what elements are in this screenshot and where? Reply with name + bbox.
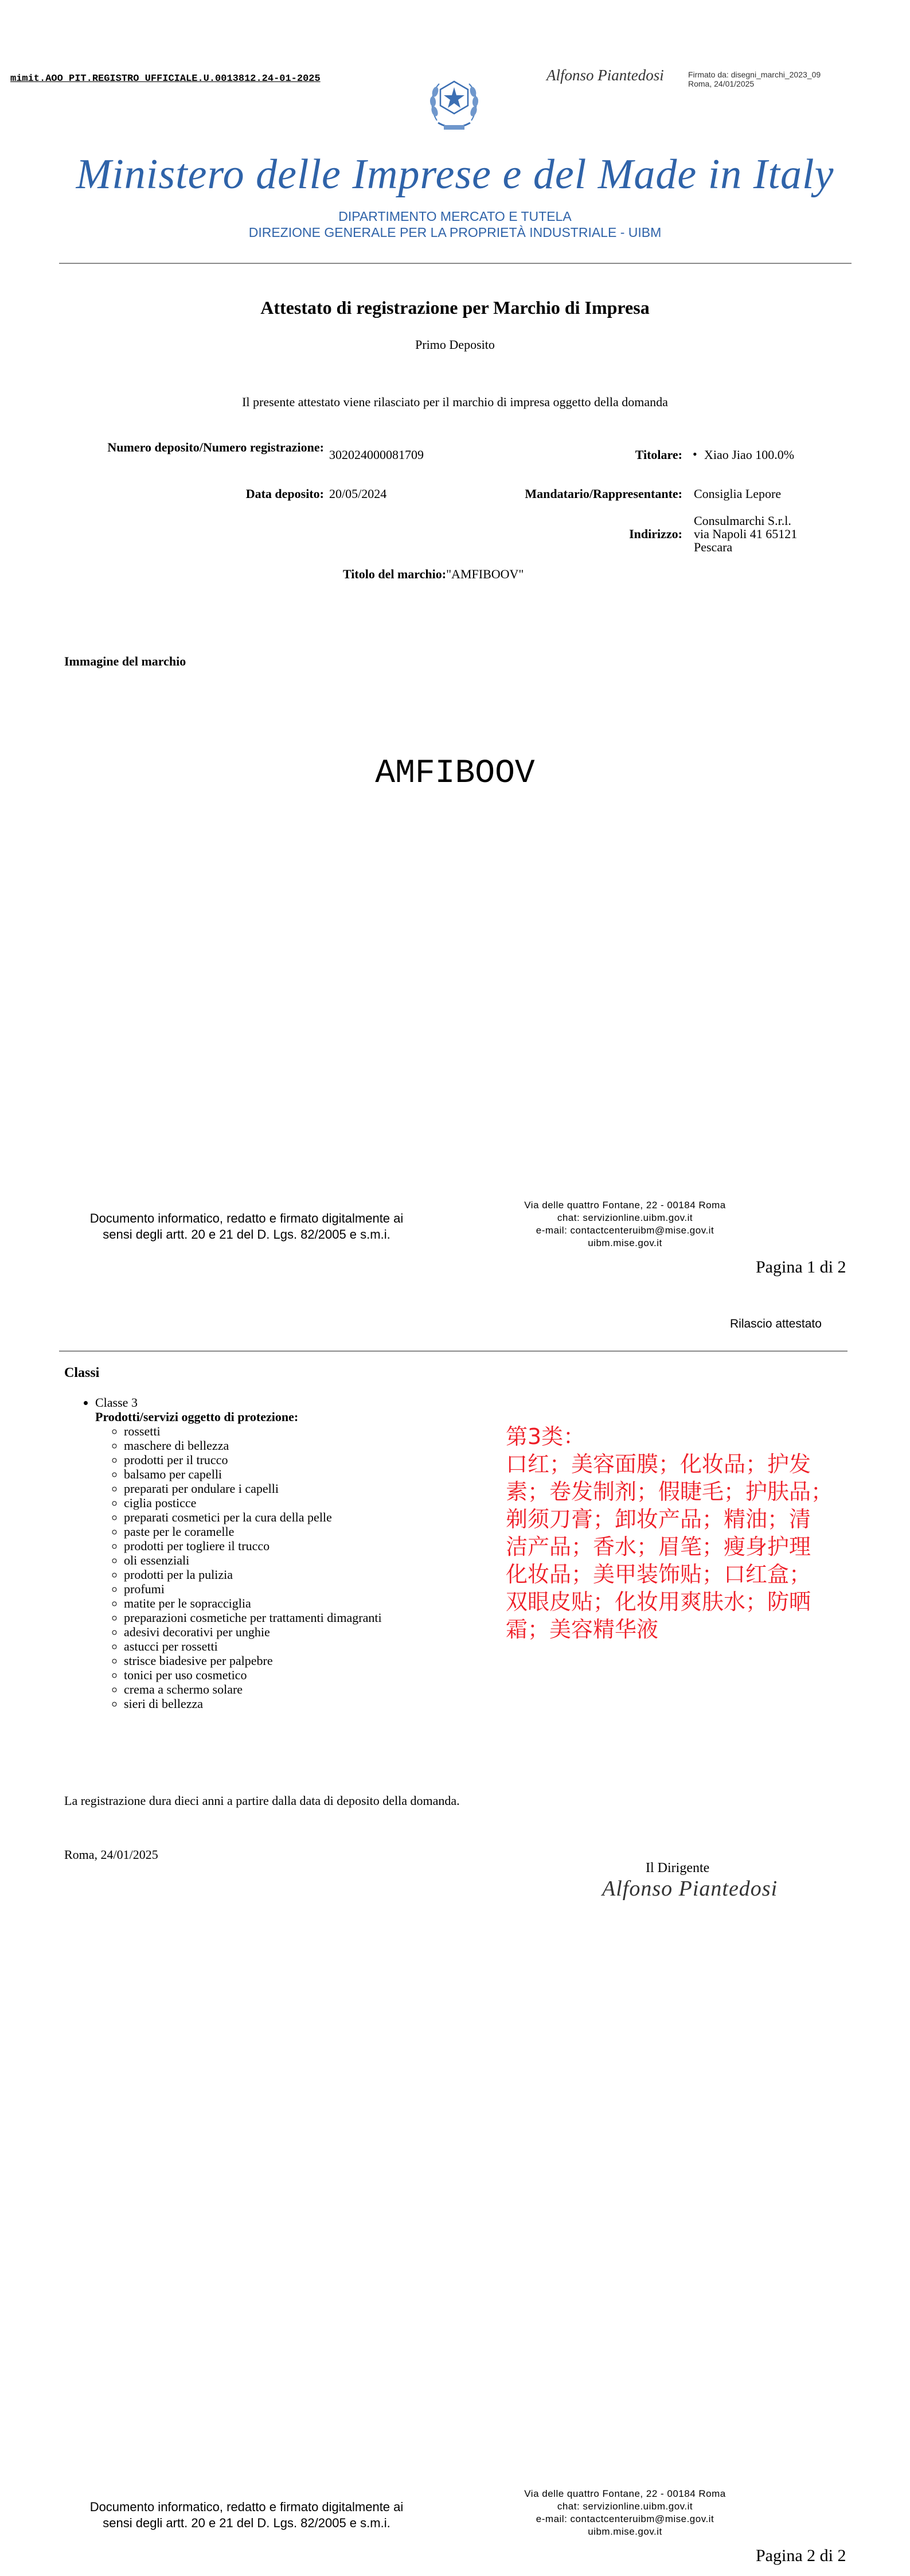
product-item: ◦ adesivi decorativi per unghie	[124, 1625, 382, 1639]
page2-header: Rilascio attestato	[730, 1317, 822, 1330]
titolare-item	[693, 447, 795, 462]
product-item: ◦ preparati cosmetici per la cura della pelle	[124, 1510, 382, 1524]
footer-legal-line: Documento informatico, redatto e firmato digitalmente ai	[89, 1211, 404, 1225]
indirizzo-value	[694, 514, 797, 554]
class-name: • Classe 3	[95, 1395, 138, 1410]
dirigente-label: Il Dirigente	[646, 1861, 710, 1875]
annotation-line: 口红；美容面膜；化妆品；护发	[506, 1452, 811, 1477]
mandatario-value: Consiglia Lepore	[694, 487, 782, 501]
page2-divider	[59, 1351, 847, 1352]
product-item: ◦ prodotti per la pulizia	[124, 1567, 382, 1582]
product-item: ◦ oli essenziali	[124, 1553, 382, 1567]
signature-meta	[688, 70, 821, 88]
footer-legal-note-p2	[57, 2499, 436, 2531]
product-item: ◦ paste per le coramelle	[124, 1524, 382, 1539]
duration-text: La registrazione dura dieci anni a partire dalla data di deposito della domanda.	[64, 1793, 460, 1808]
titolare-label: Titolare:	[635, 448, 682, 462]
annotation-line: 洁产品；香水；眉笔；瘦身护理	[506, 1534, 811, 1559]
product-item: ◦ profumi	[124, 1582, 382, 1596]
product-item: ◦ preparati per ondulare i capelli	[124, 1481, 382, 1496]
product-item: ◦ preparazioni cosmetiche per trattamenti dimagranti	[124, 1610, 382, 1625]
products-list	[95, 1424, 382, 1711]
annotation-line: 剃须刀膏；卸妆产品；精油；清	[506, 1507, 811, 1532]
footer-site: uibm.mise.gov.it	[588, 2526, 662, 2537]
document-title: Attestato di registrazione per Marchio di Impresa	[260, 297, 650, 318]
immagine-label: Immagine del marchio	[64, 654, 186, 668]
footer-address: Via delle quattro Fontane, 22 - 00184 Roma	[524, 2488, 726, 2499]
data-deposito-label: Data deposito:	[245, 487, 324, 501]
product-item: ◦ balsamo per capelli	[124, 1467, 382, 1481]
product-item: ◦ ciglia posticce	[124, 1496, 382, 1510]
footer-contacts	[505, 1199, 745, 1250]
product-item: ◦ rossetti	[124, 1424, 382, 1438]
product-item: ◦ prodotti per togliere il trucco	[124, 1539, 382, 1553]
product-item: ◦ crema a schermo solare	[124, 1682, 382, 1696]
header-divider	[59, 263, 852, 264]
document-subtitle: Primo Deposito	[415, 337, 495, 352]
signed-by-line: Firmato da: disegni_marchi_2023_09	[688, 70, 821, 79]
product-item: ◦ tonici per uso cosmetico	[124, 1668, 382, 1682]
ministry-name: Ministero delle Imprese e del Made in Italy	[76, 151, 834, 198]
indirizzo-line: Consulmarchi S.r.l.	[694, 513, 791, 528]
footer-email: e-mail: contactcenteruibm@mise.gov.it	[536, 2513, 714, 2524]
document-intro: Il presente attestato viene rilasciato per il marchio di impresa oggetto della domanda	[242, 395, 668, 409]
product-item: ◦ strisce biadesive per palpebre	[124, 1653, 382, 1668]
page-number: Pagina 1 di 2	[756, 1258, 846, 1277]
annotation-line: 第3类：	[506, 1424, 585, 1449]
product-item: ◦ prodotti per il trucco	[124, 1453, 382, 1467]
class-item	[95, 1395, 382, 1711]
header-signature: Alfonso Piantedosi	[546, 67, 664, 84]
titolo-label: Titolo del marchio:	[343, 567, 447, 581]
titolare-value: Xiao Jiao 100.0%	[704, 448, 795, 462]
data-deposito-value: 20/05/2024	[329, 487, 387, 501]
annotation-line: 素；卷发制剂；假睫毛；护肤品；	[506, 1479, 833, 1504]
annotation-line: 霜；美容精华液	[506, 1617, 659, 1642]
product-item: ◦ matite per le sopracciglia	[124, 1596, 382, 1610]
footer-legal-note	[57, 1211, 436, 1243]
product-item: ◦ maschere di bellezza	[124, 1438, 382, 1453]
ministry-directorate: DIREZIONE GENERALE PER LA PROPRIETÀ INDUSTRIALE - UIBM	[248, 225, 662, 240]
footer-address: Via delle quattro Fontane, 22 - 00184 Roma	[524, 1200, 726, 1211]
indirizzo-line: Pescara	[694, 540, 733, 554]
classi-label: Classi	[64, 1365, 100, 1380]
product-item: ◦ sieri di bellezza	[124, 1696, 382, 1711]
titolo-marchio	[343, 567, 524, 582]
footer-legal-line: Documento informatico, redatto e firmato digitalmente ai	[89, 2500, 404, 2514]
trademark-image: AMFIBOOV	[375, 755, 535, 792]
mandatario-label: Mandatario/Rappresentante:	[525, 487, 682, 501]
annotation-line: 化妆品；美甲装饰贴；口红盒；	[506, 1562, 811, 1587]
indirizzo-label: Indirizzo:	[629, 527, 682, 541]
annotation-line: 双眼皮贴；化妆用爽肤水；防晒	[506, 1589, 811, 1614]
numero-label: Numero deposito/Numero registrazione:	[107, 440, 324, 454]
italian-republic-emblem-icon	[427, 70, 482, 138]
numero-value: 302024000081709	[329, 448, 424, 462]
footer-legal-line: sensi degli artt. 20 e 21 del D. Lgs. 82/2005 e s.m.i.	[103, 2516, 390, 2530]
protocol-stamp: mimit.AOO_PIT.REGISTRO UFFICIALE.U.0013812.24-01-2025	[10, 73, 321, 84]
chinese-annotation	[506, 1423, 873, 1643]
footer-legal-line: sensi degli artt. 20 e 21 del D. Lgs. 82/2005 e s.m.i.	[103, 1227, 390, 1242]
footer-contacts-p2	[505, 2488, 745, 2538]
classes-list	[78, 1395, 382, 1711]
footer-email: e-mail: contactcenteruibm@mise.gov.it	[536, 1225, 714, 1236]
footer-chat: chat: servizionline.uibm.gov.it	[557, 2501, 693, 2512]
product-item: ◦ astucci per rossetti	[124, 1639, 382, 1653]
titolo-value: "AMFIBOOV"	[446, 567, 524, 581]
signature-place-date: Roma, 24/01/2025	[688, 79, 755, 88]
class-list	[78, 1395, 382, 1711]
ministry-department: DIPARTIMENTO MERCATO E TUTELA	[338, 209, 572, 224]
dirigente-signature: Alfonso Piantedosi	[602, 1877, 778, 1901]
indirizzo-line: via Napoli 41 65121	[694, 527, 798, 541]
footer-chat: chat: servizionline.uibm.gov.it	[557, 1212, 693, 1223]
bullet-icon: •	[693, 447, 697, 461]
products-label: Prodotti/servizi oggetto di protezione:	[95, 1410, 299, 1424]
footer-site: uibm.mise.gov.it	[588, 1238, 662, 1248]
page-number-2: Pagina 2 di 2	[756, 2546, 846, 2565]
page2-place-date: Roma, 24/01/2025	[64, 1847, 158, 1862]
